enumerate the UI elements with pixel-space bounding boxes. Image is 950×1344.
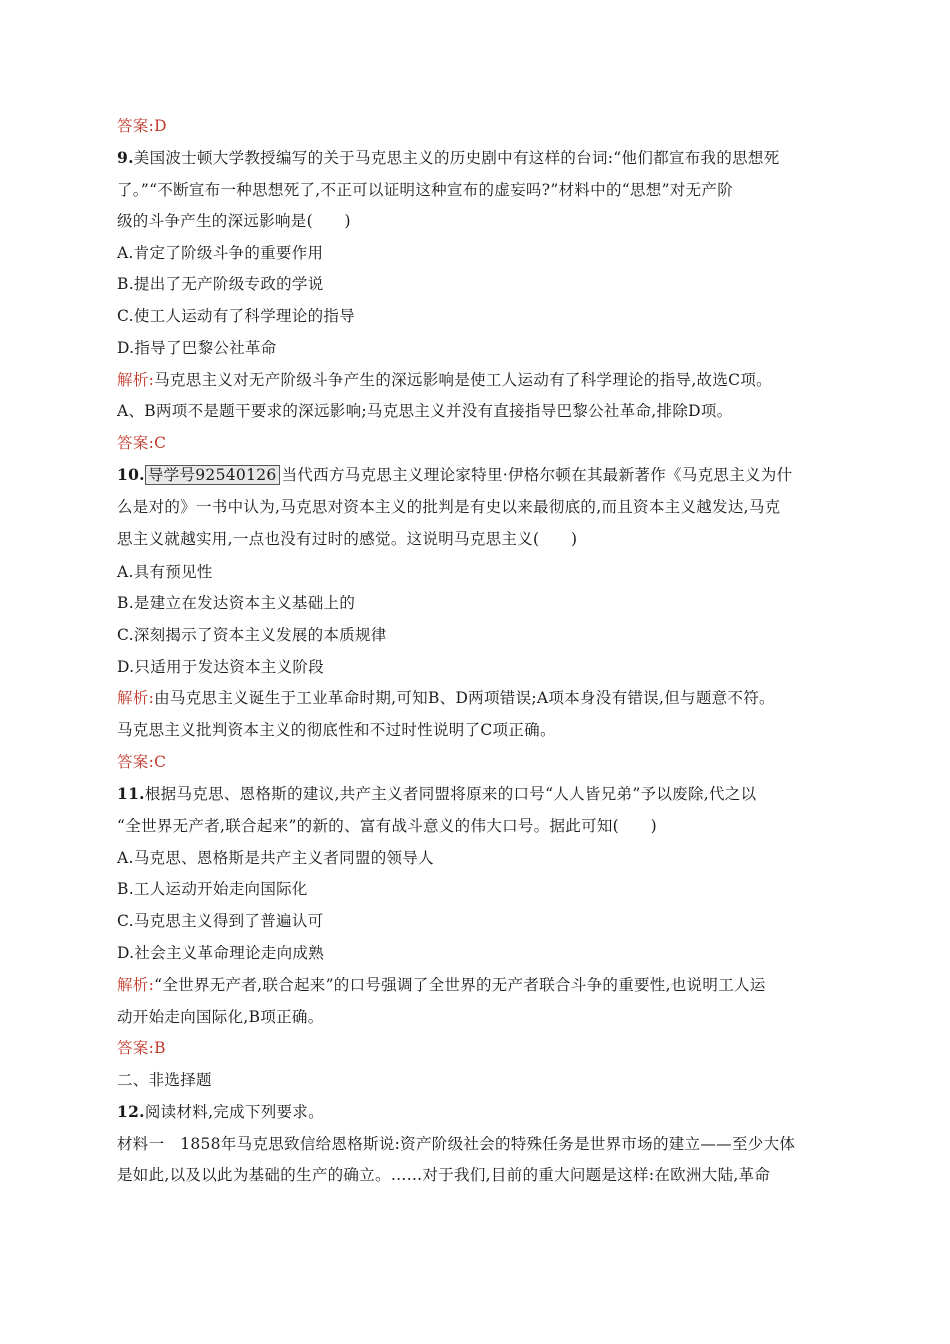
q11-option-a: A.马克思、恩格斯是共产主义者同盟的领导人 [117, 849, 434, 867]
q10-stem-line: 么是对的》一书中认为,马克思对资本主义的批判是有史以来最彻底的,而且资本主义越发达,马克 [117, 498, 781, 516]
q12-material-line: 是如此,以及以此为基础的生产的确立。……对于我们,目前的重大问题是这样:在欧洲大陆,革命 [117, 1166, 771, 1184]
q9-option-b: B.提出了无产阶级专政的学说 [117, 275, 324, 293]
q9-answer: 答案:C [117, 434, 167, 452]
q9-option-a: A.肯定了阶级斗争的重要作用 [117, 244, 324, 262]
q9-option-c: C.使工人运动有了科学理论的指导 [117, 307, 356, 325]
q10-analysis: 解析:由马克思主义诞生于工业革命时期,可知B、D两项错误;A项本身没有错误,但与题意不符。 [117, 689, 775, 707]
q8-answer: 答案:D [117, 117, 167, 135]
q10-option-c: C.深刻揭示了资本主义发展的本质规律 [117, 626, 387, 644]
q10-analysis-line: 马克思主义批判资本主义的彻底性和不过时性说明了C项正确。 [117, 721, 556, 739]
q11-stem-line: “全世界无产者,联合起来”的新的、富有战斗意义的伟大口号。据此可知( ) [117, 817, 657, 835]
q11-option-d: D.社会主义革命理论走向成熟 [117, 944, 325, 962]
q11-option-c: C.马克思主义得到了普遍认可 [117, 912, 324, 930]
section-title: 二、非选择题 [117, 1071, 212, 1089]
q12-stem: 12.阅读材料,完成下列要求。 [117, 1102, 324, 1121]
guide-number-tag[interactable]: 导学号92540126 [145, 465, 280, 485]
q9-analysis: 解析:马克思主义对无产阶级斗争产生的深远影响是使工人运动有了科学理论的指导,故选C项。 [117, 371, 772, 389]
q10-option-b: B.是建立在发达资本主义基础上的 [117, 594, 356, 612]
q11-option-b: B.工人运动开始走向国际化 [117, 880, 308, 898]
q9-stem-line: 了。”“不断宣布一种思想死了,不正可以证明这种宣布的虚妄吗?”材料中的“思想”对无产阶 [117, 181, 734, 199]
q11-number: 11. [117, 784, 145, 803]
q9-stem-line: 9.美国波士顿大学教授编写的关于马克思主义的历史剧中有这样的台词:“他们都宣布我的思想死 [117, 148, 780, 167]
q10-option-d: D.只适用于发达资本主义阶段 [117, 658, 325, 676]
q10-option-a: A.具有预见性 [117, 563, 213, 581]
q10-answer: 答案:C [117, 753, 167, 771]
q11-analysis: 解析:“全世界无产者,联合起来”的口号强调了全世界的无产者联合斗争的重要性,也说明工人运 [117, 976, 766, 994]
q11-answer: 答案:B [117, 1039, 166, 1057]
q12-material-line: 材料一 1858年马克思致信给恩格斯说:资产阶级社会的特殊任务是世界市场的建立——至少大体 [117, 1135, 796, 1153]
q10-stem-line: 思主义就越实用,一点也没有过时的感觉。这说明马克思主义( ) [117, 530, 578, 548]
q9-number: 9. [117, 148, 134, 167]
q11-analysis-line: 动开始走向国际化,B项正确。 [117, 1008, 324, 1026]
q10-number: 10. [117, 465, 145, 484]
q10-stem-line: 10. 导学号92540126 当代西方马克思主义理论家特里·伊格尔顿在其最新著作《马克思主义为什 [117, 465, 793, 484]
q9-stem-line: 级的斗争产生的深远影响是( ) [117, 212, 351, 230]
q9-analysis-line: A、B两项不是题干要求的深远影响;马克思主义并没有直接指导巴黎公社革命,排除D项。 [117, 402, 733, 420]
q9-option-d: D.指导了巴黎公社革命 [117, 339, 277, 357]
q11-stem-line: 11.根据马克思、恩格斯的建议,共产主义者同盟将原来的口号“人人皆兄弟”予以废除,代之以 [117, 784, 757, 803]
q12-number: 12. [117, 1102, 145, 1121]
